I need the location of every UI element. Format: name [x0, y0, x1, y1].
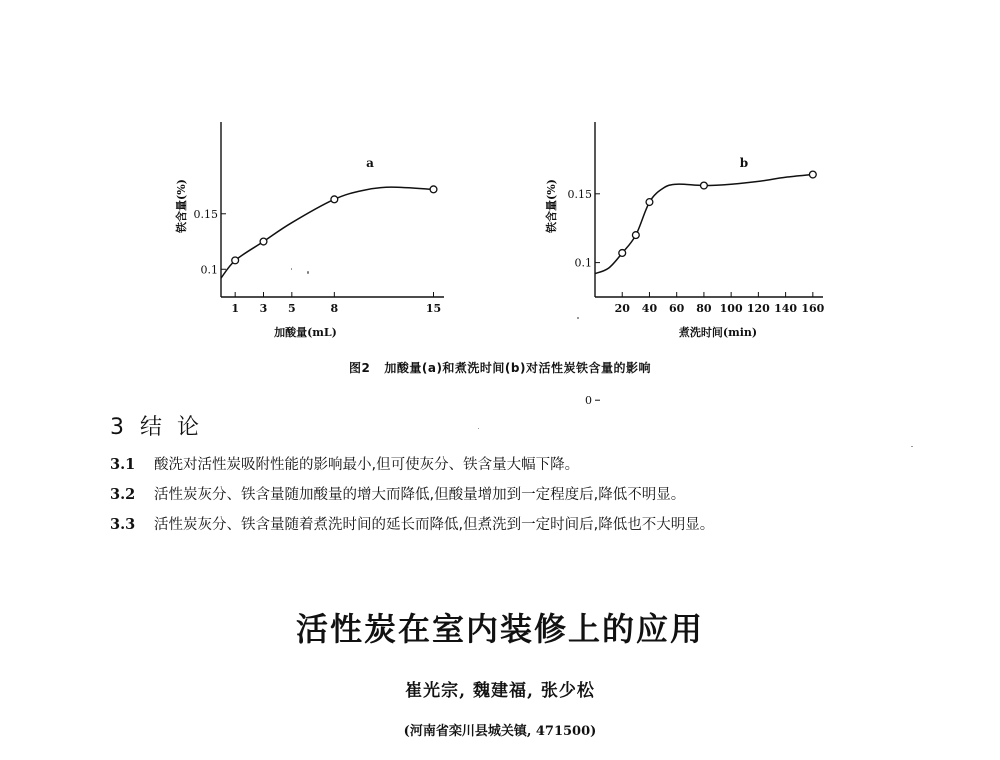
- conclusion-text: 活性炭灰分、铁含量随着煮洗时间的延长而降低,但煮洗到一定时间后,降低也不大明显。: [154, 517, 715, 533]
- scan-speck: [577, 317, 579, 319]
- conclusion-item: [110, 455, 930, 475]
- x-tick-label: 15: [425, 302, 442, 315]
- y-tick-label: 0.15: [567, 187, 592, 201]
- x-tick-label: 20: [614, 302, 630, 315]
- article-authors: 崔光宗, 魏建福, 张少松: [405, 681, 595, 701]
- data-point: [632, 232, 639, 239]
- x-tick-label: 160: [801, 302, 825, 315]
- data-point: [430, 186, 437, 193]
- data-curve: [221, 187, 434, 278]
- x-axis-title: 煮洗时间(min): [678, 326, 758, 339]
- conclusion-item: [110, 515, 930, 535]
- x-tick-label: 120: [746, 302, 770, 315]
- x-tick-label: 140: [774, 302, 798, 315]
- data-point: [646, 199, 653, 206]
- conclusions-list: [110, 455, 930, 545]
- data-point: [331, 196, 338, 203]
- x-tick-label: 40: [641, 302, 658, 315]
- section-title: 结 论: [140, 415, 203, 440]
- x-axis-title: 加酸量(mL): [274, 326, 337, 339]
- data-point: [809, 171, 816, 178]
- y-tick-label: 0.1: [200, 263, 218, 277]
- y-tick-label: 0.15: [193, 207, 218, 221]
- conclusion-number: 3.2: [110, 486, 136, 503]
- x-tick-label: 3: [259, 302, 268, 315]
- section-heading: [110, 410, 203, 441]
- figure-number: 图2: [349, 361, 371, 375]
- x-tick-label: 60: [669, 302, 685, 315]
- conclusion-text: 酸洗对活性炭吸附性能的影响最小,但可使灰分、铁含量大幅下降。: [154, 457, 580, 473]
- chart-a: [170, 110, 500, 350]
- section-number: 3: [110, 415, 128, 440]
- y-axis-title: 铁含量(%): [175, 179, 188, 233]
- chart-b: [540, 110, 870, 408]
- data-point: [232, 257, 239, 264]
- x-tick-label: 100: [719, 302, 743, 315]
- conclusion-number: 3.3: [110, 516, 136, 533]
- x-tick-label: 80: [696, 302, 712, 315]
- panel-label: b: [739, 156, 749, 170]
- data-point: [619, 250, 626, 257]
- conclusion-item: [110, 485, 930, 505]
- conclusion-number: 3.1: [110, 456, 136, 473]
- x-tick-label: 1: [231, 302, 239, 315]
- scan-speck: [911, 446, 913, 447]
- figure-caption-text: 加酸量(a)和煮洗时间(b)对活性炭铁含量的影响: [384, 361, 651, 375]
- x-tick-label: 8: [330, 302, 339, 315]
- y-tick-label: 0.1: [574, 256, 592, 270]
- y-tick-label: 0: [585, 394, 592, 408]
- panel-label: a: [366, 156, 374, 170]
- scan-speck: [291, 268, 292, 270]
- scan-speck: [478, 428, 479, 429]
- figure-caption: [0, 359, 1000, 376]
- conclusion-text: 活性炭灰分、铁含量随加酸量的增大而降低,但酸量增加到一定程度后,降低不明显。: [154, 487, 686, 503]
- x-tick-label: 5: [288, 302, 296, 315]
- article-affiliation: (河南省栾川县城关镇, 471500): [403, 724, 597, 739]
- scan-speck: [307, 271, 309, 274]
- y-axis-title: 铁含量(%): [545, 179, 558, 233]
- data-point: [260, 238, 267, 245]
- chart-svg: [540, 110, 870, 408]
- chart-svg: [170, 110, 500, 350]
- data-point: [701, 182, 708, 189]
- article-title: 活性炭在室内装修上的应用: [295, 610, 704, 648]
